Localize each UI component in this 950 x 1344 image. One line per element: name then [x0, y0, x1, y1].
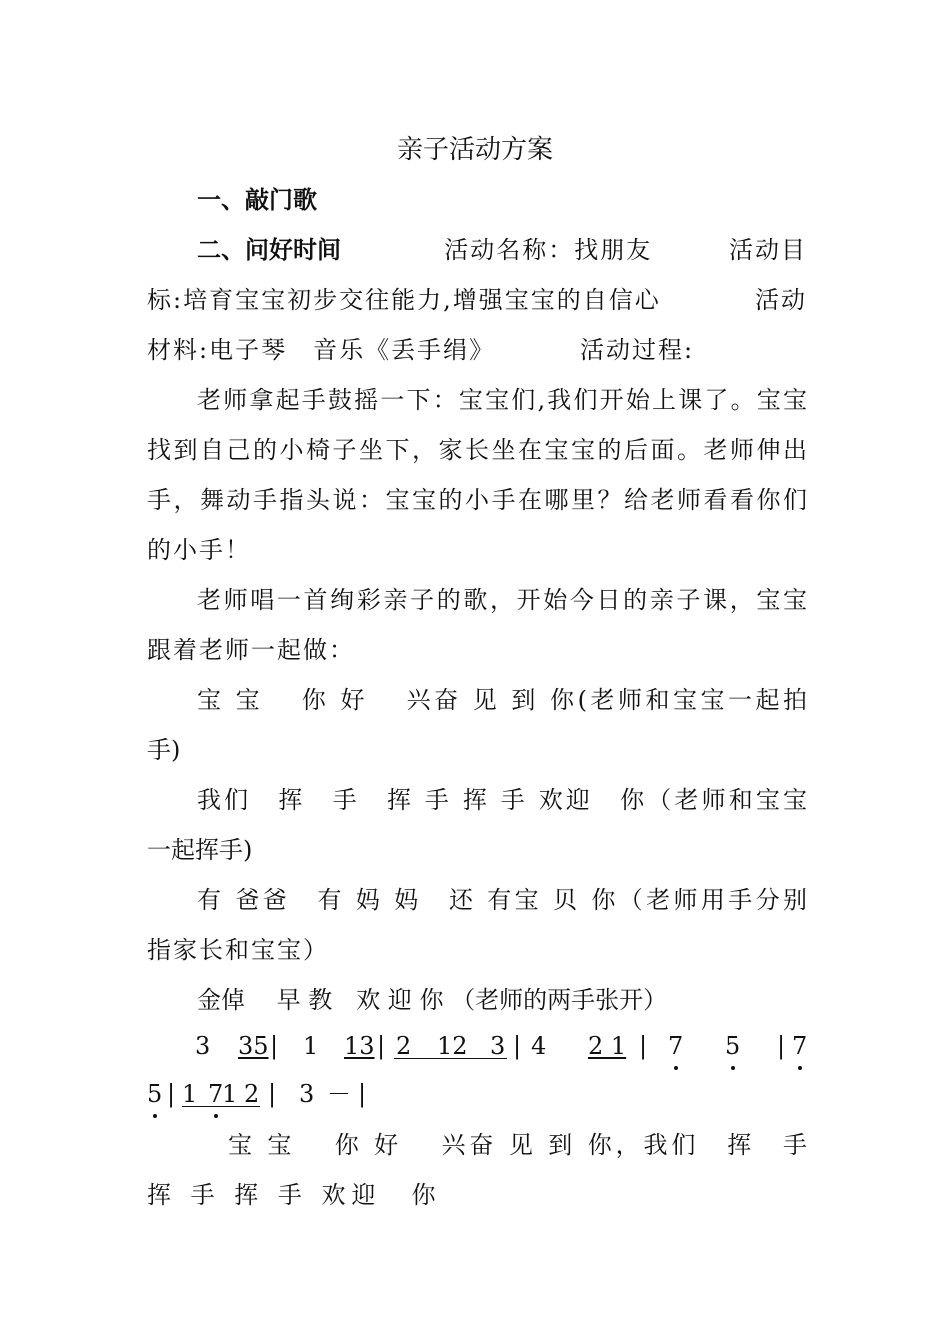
- barline: |: [377, 1032, 386, 1060]
- note-low: 5: [725, 1032, 741, 1060]
- note: 2: [396, 1032, 412, 1060]
- barline: |: [513, 1032, 522, 1060]
- note-group: 13: [344, 1032, 375, 1060]
- paragraph-line: 老师拿起手鼓摇一下：宝宝们,我们开始上课了。宝宝: [197, 386, 807, 414]
- activity-material-label: 活动: [755, 286, 807, 314]
- barline: |: [270, 1032, 279, 1060]
- sing-line: 挥 手 挥 手 欢迎 你: [147, 1181, 442, 1209]
- lyric-line: 金倬 早 教 欢 迎 你 （老师的两手张开）: [197, 986, 668, 1014]
- barline: |: [167, 1080, 176, 1108]
- note: 3: [195, 1032, 211, 1060]
- activity-goal-label: 活动目: [729, 236, 807, 264]
- note: 3: [490, 1032, 506, 1060]
- note: 2: [244, 1080, 260, 1108]
- barline: |: [777, 1032, 786, 1060]
- lyric-line: 我们 挥 手 挥 手 挥 手 欢迎 你（老师和宝宝: [197, 786, 807, 814]
- material-line: [147, 335, 807, 365]
- paragraph-line: 的小手！: [147, 536, 251, 564]
- note: 12: [437, 1032, 468, 1060]
- paragraph-line: 找到自己的小椅子坐下，家长坐在宝宝的后面。老师伸出: [147, 436, 807, 464]
- note: 3: [299, 1080, 315, 1108]
- lyric-line: 指家长和宝宝）: [147, 936, 329, 964]
- note-group: [394, 1031, 507, 1059]
- activity-goal-text: 标:培育宝宝初步交往能力,增强宝宝的自信心: [147, 286, 661, 314]
- lyric-line: 手): [147, 736, 181, 764]
- note: 1: [303, 1032, 319, 1060]
- barline: |: [639, 1032, 648, 1060]
- document-title: 亲子活动方案: [396, 135, 553, 165]
- note: 4: [531, 1032, 547, 1060]
- section-greeting-time: 二、问好时间: [197, 236, 341, 264]
- note: 1: [222, 1080, 238, 1108]
- paragraph-line: 老师唱一首绚彩亲子的歌，开始今日的亲子课，宝宝: [197, 586, 807, 614]
- paragraph-line: 跟着老师一起做：: [147, 636, 355, 664]
- activity-name: 活动名称：找朋友: [444, 236, 653, 264]
- barline: |: [358, 1080, 367, 1108]
- note-low: 7: [792, 1032, 808, 1060]
- barline: |: [268, 1080, 277, 1108]
- sing-line: 宝 宝 你 好 兴奋 见 到 你，我们 挥 手: [228, 1131, 807, 1159]
- note-group: 35: [238, 1032, 269, 1060]
- note-dash: －: [327, 1080, 351, 1108]
- note-group: 2 1: [588, 1032, 627, 1060]
- note-low: 7: [668, 1032, 684, 1060]
- greeting-section-line: [197, 235, 807, 265]
- activity-material-text: 材料:电子琴 音乐《丢手绢》: [147, 336, 496, 364]
- note: 1: [182, 1080, 198, 1108]
- section-knock-song: 一、敲门歌: [197, 186, 317, 214]
- activity-process-label: 活动过程:: [580, 336, 695, 364]
- note-group: [182, 1079, 260, 1107]
- goal-line: [147, 285, 807, 315]
- note-low: 5: [147, 1080, 163, 1108]
- lyric-line: 有 爸爸 有 妈 妈 还 有宝 贝 你（老师用手分别: [197, 886, 807, 914]
- lyric-line: 一起挥手): [147, 836, 253, 864]
- lyric-line: 宝 宝 你 好 兴奋 见 到 你(老师和宝宝一起拍: [197, 686, 807, 714]
- paragraph-line: 手，舞动手指头说：宝宝的小手在哪里？给老师看看你们: [147, 486, 807, 514]
- note-low: 7: [208, 1080, 224, 1108]
